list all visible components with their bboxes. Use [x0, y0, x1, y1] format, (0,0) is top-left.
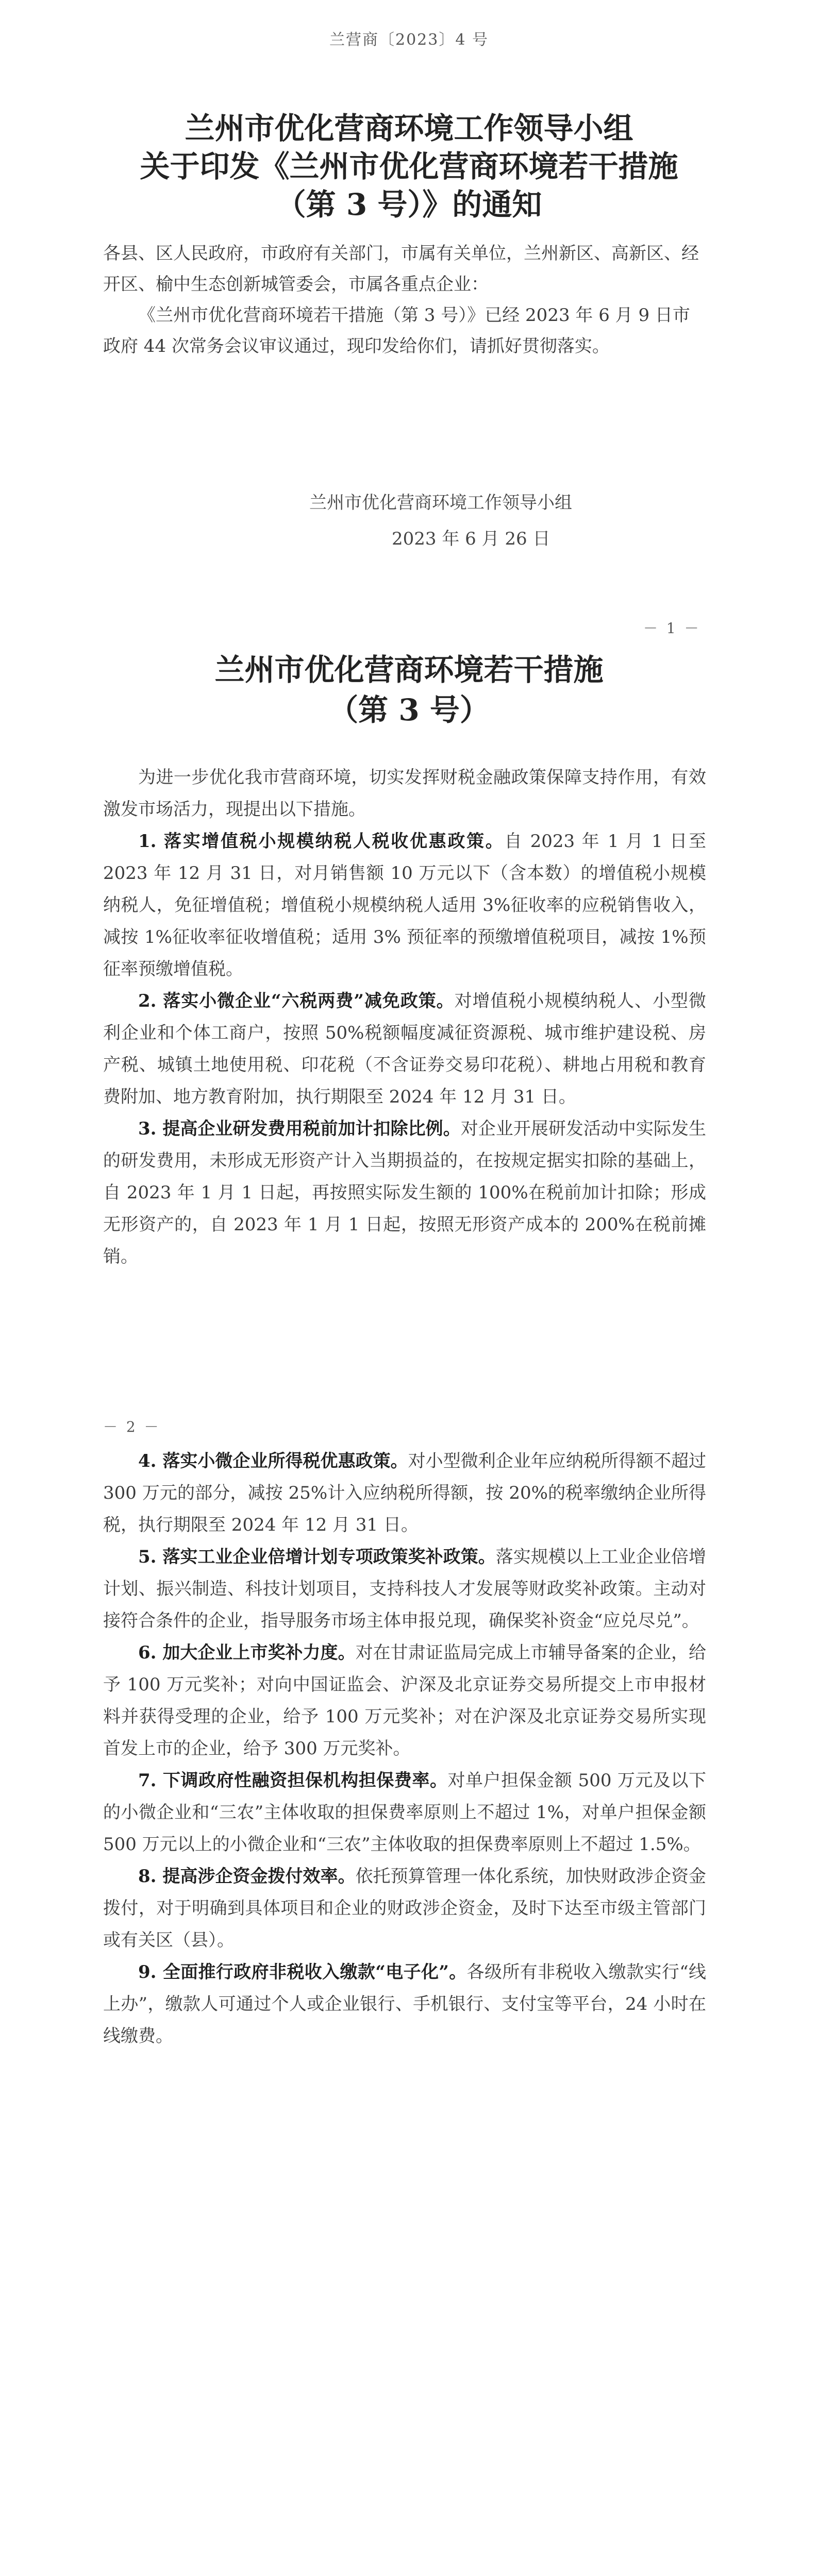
- notice-signer: 兰州市优化营商环境工作领导小组: [309, 493, 572, 513]
- measure-text: 对在甘肃证监局完成上市辅导备案的企业，给予 100 万元奖补；对向中国证监会、沪深及北京证券交易所提交上市申报材料并获得受理的企业，给予 100 万元奖补；对在沪深及北京证券交易所实现首发上市的企业，给予 300 万元奖补。: [103, 1642, 706, 1759]
- document-serial: 兰营商〔2023〕4 号: [329, 31, 489, 49]
- notice-addressee: 各县、区人民政府，市政府有关部门，市属有关单位，兰州新区、高新区、经开区、榆中生态创新城管委会，市属各重点企业：: [103, 243, 699, 295]
- notice-body: [103, 238, 706, 362]
- page-number: － 1 －: [643, 620, 701, 637]
- notice-title-line: 兰州市优化营商环境工作领导小组: [185, 111, 633, 146]
- measures-body-part1: [103, 761, 706, 1273]
- measure-heading: 2. 落实小微企业“六税两费”减免政策。: [138, 991, 455, 1011]
- measure-heading: 4. 落实小微企业所得税优惠政策。: [138, 1451, 408, 1471]
- measure-heading: 8. 提高涉企资金拨付效率。: [138, 1866, 356, 1887]
- measure-item: [103, 1860, 706, 1956]
- measure-item: [103, 1445, 706, 1541]
- measure-heading: 9. 全面推行政府非税收入缴款“电子化”。: [138, 1962, 467, 1982]
- measure-item: [103, 1637, 706, 1765]
- measure-heading: 6. 加大企业上市奖补力度。: [138, 1642, 356, 1663]
- measures-title: 兰州市优化营商环境若干措施: [214, 652, 604, 687]
- notice-content: 《兰州市优化营商环境若干措施（第 3 号）》已经 2023 年 6 月 9 日市政府 44 次常务会议审议通过，现印发给你们，请抓好贯彻落实。: [103, 305, 690, 357]
- measure-heading: 1. 落实增值税小规模纳税人税收优惠政策。: [138, 831, 505, 852]
- measure-text: 依托预算管理一体化系统，加快财政涉企资金拨付，对于明确到具体项目和企业的财政涉企资金，及时下达至市级主管部门或有关区（县）。: [103, 1866, 706, 1951]
- measures-subtitle: （第 3 号）: [328, 692, 490, 727]
- notice-title-line: 关于印发《兰州市优化营商环境若干措施: [140, 149, 678, 184]
- measure-text: 各级所有非税收入缴款实行“线上办”，缴款人可通过个人或企业银行、手机银行、支付宝等平台，24 小时在线缴费。: [103, 1962, 706, 2046]
- measures-intro: 为进一步优化我市营商环境，切实发挥财税金融政策保障支持作用，有效激发市场活力，现提出以下措施。: [103, 767, 706, 820]
- measure-text: 对小型微利企业年应纳税所得额不超过 300 万元的部分，减按 25%计入应纳税所得额，按 20%的税率缴纳企业所得税，执行期限至 2024 年 12 月 31 日。: [103, 1451, 706, 1535]
- notice-date: 2023 年 6 月 26 日: [392, 529, 550, 549]
- measure-item: [103, 1113, 706, 1273]
- notice-title-line: （第 3 号）》的通知: [276, 187, 542, 222]
- page-number: [643, 2573, 701, 2576]
- measure-item: [103, 985, 706, 1113]
- measure-heading: 3. 提高企业研发费用税前加计扣除比例。: [138, 1118, 461, 1139]
- measure-text: 对增值税小规模纳税人、小型微利企业和个体工商户，按照 50%税额幅度减征资源税、城市维护建设税、房产税、城镇土地使用税、印花税（不含证券交易印花税）、耕地占用税和教育费附加、地方教育附加，执行期限至 2024 年 12 月 31 日。: [103, 991, 706, 1107]
- measure-text: 自 2023 年 1 月 1 日至 2023 年 12 月 31 日，对月销售额 10 万元以下（含本数）的增值税小规模纳税人，免征增值税；增值税小规模纳税人适用 3%征收率的应税销售收入，减按 1%征收率征收增值税；适用 3% 预征率的预缴增值税项目，减按 1%预征率预缴增值税。: [103, 831, 706, 979]
- page-number: － 2 －: [103, 1418, 161, 1435]
- measure-heading: 5. 落实工业企业倍增计划专项政策奖补政策。: [138, 1547, 496, 1567]
- measure-text: 对企业开展研发活动中实际发生的研发费用，未形成无形资产计入当期损益的，在按规定据实扣除的基础上，自 2023 年 1 月 1 日起，再按照实际发生额的 100%在税前加计扣除；形成无形资产的，自 2023 年 1 月 1 日起，按照无形资产成本的 200%在税前摊销。: [103, 1118, 706, 1267]
- measure-text: 落实规模以上工业企业倍增计划、振兴制造、科技计划项目，支持科技人才发展等财政奖补政策。主动对接符合条件的企业，指导服务市场主体申报兑现，确保奖补资金“应兑尽兑”。: [103, 1547, 706, 1631]
- measure-item: [103, 1541, 706, 1637]
- measure-item: [103, 1765, 706, 1860]
- measure-heading: 7. 下调政府性融资担保机构担保费率。: [138, 1770, 448, 1791]
- measure-item: [103, 825, 706, 985]
- notice-title: [0, 109, 818, 224]
- measure-text: 对单户担保金额 500 万元及以下的小微企业和“三农”主体收取的担保费率原则上不超过 1%，对单户担保金额 500 万元以上的小微企业和“三农”主体收取的担保费率原则上不超过 1.5%。: [103, 1770, 706, 1855]
- measures-body-part2: [103, 1445, 706, 2052]
- measure-item: [103, 1956, 706, 2052]
